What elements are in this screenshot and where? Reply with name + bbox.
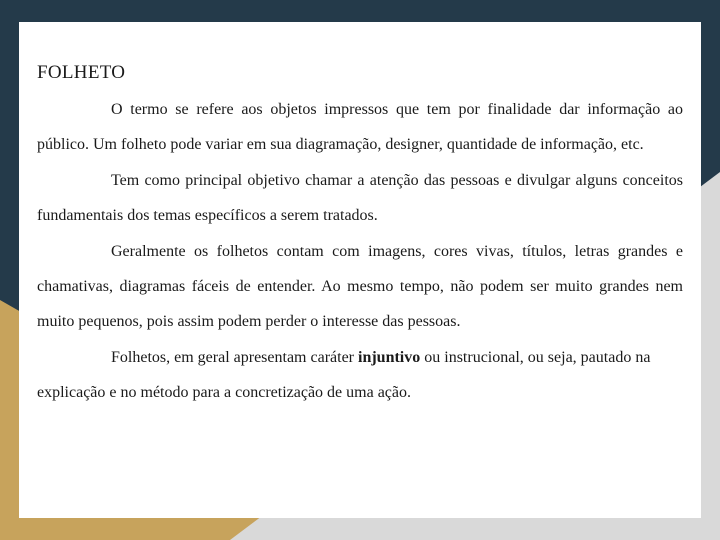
paragraph-injunctive [37,340,683,411]
paragraph-objective: Tem como principal objetivo chamar a atenção das pessoas e divulgar alguns conceitos fundamentais dos temas específicos a serem tratados. [37,171,683,225]
paragraph-injunctive-start: Folhetos, em geral apresentam caráter [111,348,358,366]
slide-body [37,92,683,411]
emphasized-term: injuntivo [358,348,421,366]
slide-card [19,22,701,518]
paragraph-characteristics: Geralmente os folhetos contam com imagens, cores vivas, títulos, letras grandes e chamativas, diagramas fáceis de entender. Ao mesmo tempo, não podem ser muito grandes nem muito pequenos, pois assim podem perder o interesse das pessoas. [37,242,683,331]
slide-title: FOLHETO [37,62,126,83]
paragraph-definition: O termo se refere aos objetos impressos que tem por finalidade dar informação ao público. Um folheto pode variar em sua diagramação, designer, quantidade de informação, etc. [37,101,683,154]
paragraph-injunctive-end: ou instrucional, ou seja, pautado na explicação e no método para a concretização de uma ação. [37,348,651,402]
